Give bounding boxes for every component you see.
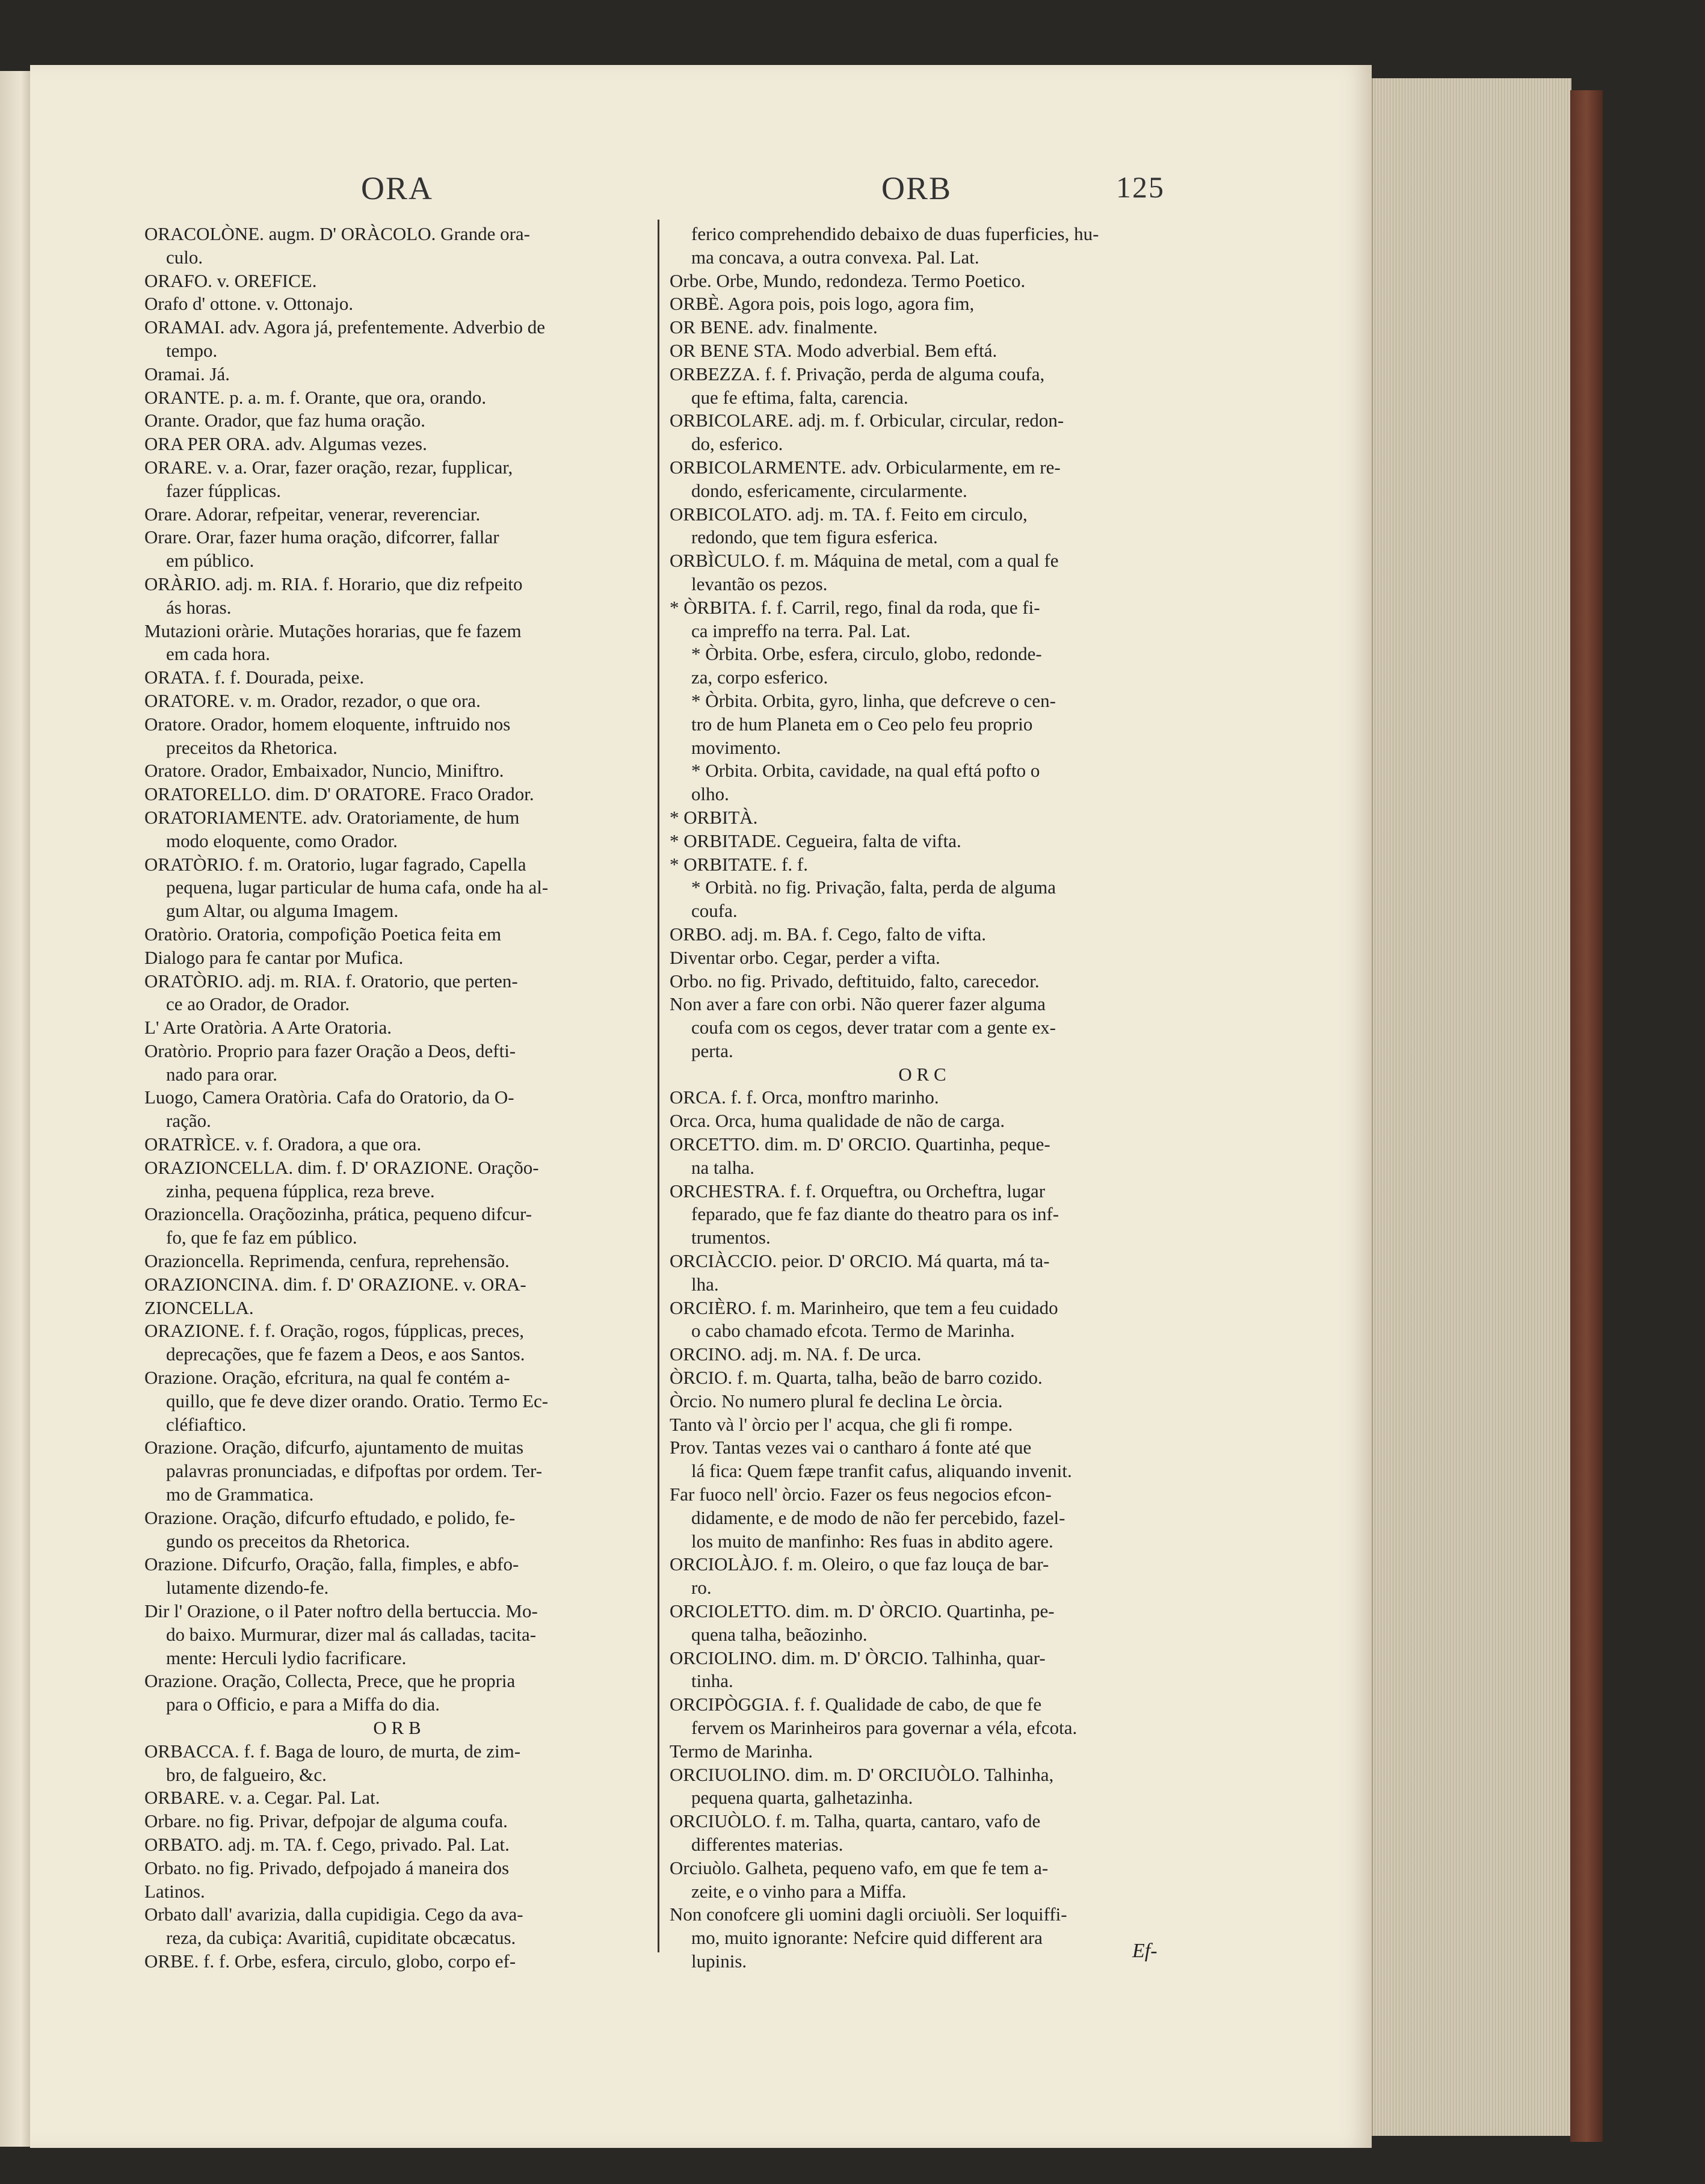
dictionary-line: O R C [898,1063,946,1085]
running-header-left: ORA [361,170,434,206]
dictionary-line: ORANTE. p. a. m. f. Orante, que ora, orando. [144,386,487,408]
dictionary-line: reza, da cubiça: Avaritiâ, cupiditate obcæcatus. [166,1927,516,1949]
dictionary-line: tinha. [691,1670,733,1692]
dictionary-line: OR BENE STA. Modo adverbial. Bem eftá. [670,339,997,361]
dictionary-line: ORAFO. v. OREFICE. [144,270,317,291]
dictionary-line: ORÀRIO. adj. m. RIA. f. Horario, que diz refpeito [144,573,523,594]
dictionary-line: ORATORIAMENTE. adv. Oratoriamente, de hum [144,806,520,828]
book-cover [1570,90,1603,2142]
dictionary-line: ORATORELLO. dim. D' ORATORE. Fraco Orador. [144,783,534,805]
dictionary-line: Orazioncella. Oraçõozinha, prática, pequeno difcur- [144,1203,532,1225]
dictionary-line: Dialogo para fe cantar por Mufica. [144,946,404,968]
dictionary-line: ORCIÀCCIO. peior. D' ORCIO. Má quarta, má ta- [670,1250,1050,1272]
dictionary-line: pequena quarta, galhetazinha. [691,1787,913,1809]
dictionary-line: tro de hum Planeta em o Ceo pelo feu proprio [691,713,1033,735]
dictionary-line: movimento. [691,736,781,758]
dictionary-line: ORBEZZA. f. f. Privação, perda de alguma coufa, [670,363,1045,384]
dictionary-line: quena talha, beãozinho. [691,1623,868,1645]
dictionary-line: coufa com os cegos, dever tratar com a gente ex- [691,1017,1056,1038]
dictionary-line: Orca. Orca, huma qualidade de não de carga. [670,1110,1005,1132]
dictionary-line: Orafo d' ottone. v. Ottonajo. [144,293,354,315]
dictionary-line: ÒRCIO. f. m. Quarta, talha, beão de barro cozido. [670,1367,1043,1389]
dictionary-line: Oratore. Orador, Embaixador, Nuncio, Miniftro. [144,760,504,782]
dictionary-line: lupinis. [691,1950,747,1972]
dictionary-line: Non conofcere gli uomini dagli orciuòli. Ser loquiffi- [670,1904,1067,1925]
dictionary-line: didamente, e de modo de não fer percebido, fazel- [691,1507,1065,1528]
dictionary-line: ORBARE. v. a. Cegar. Pal. Lat. [144,1787,380,1809]
dictionary-line: Non aver a fare con orbi. Não querer fazer alguma [670,993,1046,1015]
dictionary-line: differentes materias. [691,1833,843,1855]
dictionary-line: fervem os Marinheiros para governar a véla, efcota. [691,1717,1078,1738]
left-column [144,223,650,1973]
dictionary-line: dondo, esfericamente, circularmente. [691,480,967,501]
dictionary-line: gum Altar, ou alguma Imagem. [166,900,399,922]
dictionary-line: mo, muito ignorante: Nefcire quid different ara [691,1927,1043,1949]
dictionary-line: ferico comprehendido debaixo de duas fuperficies, hu- [691,223,1099,244]
dictionary-line: feparado, que fe faz diante do theatro para os inf- [691,1203,1059,1225]
dictionary-line: palavras pronunciadas, e difpoftas por ordem. Ter- [166,1460,543,1482]
catchword: Ef- [1132,1940,1158,1962]
dictionary-line: OR BENE. adv. finalmente. [670,316,878,338]
dictionary-line: Òrcio. No numero plural fe declina Le òrcia. [670,1390,1003,1411]
dictionary-line: para o Officio, e para a Miffa do dia. [166,1694,440,1715]
dictionary-line: fazer fúpplicas. [166,480,282,501]
dictionary-line: Orare. Orar, fazer huma oração, difcorrer, fallar [144,526,499,548]
dictionary-line: ORBO. adj. m. BA. f. Cego, falto de vifta. [670,923,987,945]
dictionary-line: ORBÌCULO. f. m. Máquina de metal, com a qual fe [670,550,1059,572]
dictionary-line: * ORBITATE. f. f. [670,853,808,875]
previous-page-edge [0,71,30,2147]
dictionary-line: Prov. Tantas vezes vai o cantharo á fonte até que [670,1437,1032,1458]
dictionary-line: los muito de manfinho: Res fuas in abdito agere. [691,1530,1053,1552]
dictionary-line: ás horas. [166,596,232,618]
dictionary-line: ORATA. f. f. Dourada, peixe. [144,667,365,688]
dictionary-line: Orante. Orador, que faz huma oração. [144,410,425,431]
dictionary-line: lutamente dizendo-fe. [166,1577,329,1599]
dictionary-line: deprecações, que fe fazem a Deos, e aos Santos. [166,1343,525,1365]
dictionary-line: preceitos da Rhetorica. [166,736,338,758]
dictionary-line: o cabo chamado efcota. Termo de Marinha. [691,1320,1015,1342]
dictionary-line: * ÒRBITA. f. f. Carril, rego, final da roda, que fi- [670,596,1040,618]
dictionary-line: coufa. [691,900,738,922]
dictionary-line: Termo de Marinha. [670,1740,813,1762]
dictionary-line: ORAMAI. adv. Agora já, prefentemente. Adverbio de [144,316,546,338]
dictionary-line: na talha. [691,1156,755,1178]
dictionary-line: levantão os pezos. [691,573,828,594]
dictionary-line: L' Arte Oratòria. A Arte Oratoria. [144,1017,392,1038]
dictionary-line: Orbe. Orbe, Mundo, redondeza. Termo Poetico. [670,270,1026,291]
dictionary-line: fo, que fe faz em público. [166,1227,357,1248]
dictionary-line: Orazione. Difcurfo, Oração, falla, fimples, e abfo- [144,1553,519,1575]
dictionary-line: tempo. [166,339,218,361]
dictionary-line: ORBÈ. Agora pois, pois logo, agora fim, [670,293,975,315]
dictionary-line: ORCIÈRO. f. m. Marinheiro, que tem a feu cuidado [670,1297,1058,1318]
dictionary-line: za, corpo esferico. [691,667,828,688]
dictionary-line: ORACOLÒNE. augm. D' ORÀCOLO. Grande ora- [144,223,530,244]
page-edges [1372,78,1571,2136]
dictionary-line: ORBATO. adj. m. TA. f. Cego, privado. Pal. Lat. [144,1833,510,1855]
dictionary-line: ORBACCA. f. f. Baga de louro, de murta, de zim- [144,1740,521,1762]
dictionary-line: mo de Grammatica. [166,1484,314,1505]
dictionary-line: Orazione. Oração, Collecta, Prece, que he propria [144,1670,516,1692]
dictionary-line: Orbare. no fig. Privar, defpojar de alguma coufa. [144,1810,508,1832]
dictionary-line: ORCETTO. dim. m. D' ORCIO. Quartinha, peque- [670,1134,1050,1155]
dictionary-line: ORBICOLATO. adj. m. TA. f. Feito em circulo, [670,503,1028,525]
dictionary-line: ORAZIONE. f. f. Oração, rogos, fúpplicas, preces, [144,1320,524,1342]
dictionary-line: Oramai. Já. [144,363,230,384]
dictionary-line: * Orbità. no fig. Privação, falta, perda de alguma [691,877,1056,898]
dictionary-line: Orazioncella. Reprimenda, cenfura, reprehensão. [144,1250,510,1272]
dictionary-line: ORATRÌCE. v. f. Oradora, a que ora. [144,1134,422,1155]
dictionary-line: Mutazioni oràrie. Mutações horarias, que fe fazem [144,620,522,641]
dictionary-line: * Òrbita. Orbe, esfera, circulo, globo, redonde- [691,643,1042,665]
dictionary-line: * Òrbita. Orbita, gyro, linha, que defcreve o cen- [691,689,1056,711]
dictionary-line: ORATORE. v. m. Orador, rezador, o que ora. [144,689,481,711]
dictionary-line: ORATÒRIO. f. m. Oratorio, lugar fagrado, Capella [144,853,526,875]
dictionary-line: ORBE. f. f. Orbe, esfera, circulo, globo, corpo ef- [144,1950,516,1972]
dictionary-line: que fe eftima, falta, carencia. [691,386,908,408]
dictionary-line: ORCIUÒLO. f. m. Talha, quarta, cantaro, vafo de [670,1810,1041,1832]
dictionary-line: ZIONCELLA. [144,1297,254,1318]
dictionary-line: Orare. Adorar, refpeitar, venerar, reverenciar. [144,503,481,525]
dictionary-line: O R B [373,1717,421,1738]
dictionary-line: Latinos. [144,1880,205,1902]
dictionary-line: Orbato dall' avarizia, dalla cupidigia. Cego da ava- [144,1904,523,1925]
dictionary-line: zeite, e o vinho para a Miffa. [691,1880,907,1902]
dictionary-line: redondo, que tem figura esferica. [691,526,938,548]
dictionary-line: ORATÒRIO. adj. m. RIA. f. Oratorio, que perten- [144,970,518,992]
dictionary-line: do, esferico. [691,433,783,455]
dictionary-line: ORCIOLETTO. dim. m. D' ÒRCIO. Quartinha, pe- [670,1600,1055,1622]
dictionary-line: ORCIPÒGGIA. f. f. Qualidade de cabo, de que fe [670,1694,1042,1715]
dictionary-line: Oratòrio. Oratoria, compofição Poetica feita em [144,923,502,945]
dictionary-line: bro, de falgueiro, &c. [166,1763,327,1785]
dictionary-line: * ORBITADE. Cegueira, falta de vifta. [670,830,961,851]
dictionary-line: ma concava, a outra convexa. Pal. Lat. [691,246,979,268]
dictionary-line: mente: Herculi lydio facrificare. [166,1647,407,1668]
dictionary-line: ração. [166,1110,211,1132]
dictionary-line: trumentos. [691,1227,771,1248]
dictionary-line: Dir l' Orazione, o il Pater noftro della bertuccia. Mo- [144,1600,538,1622]
dictionary-line: nado para orar. [166,1063,278,1085]
dictionary-line: ORCA. f. f. Orca, monftro marinho. [670,1087,939,1108]
dictionary-line: Oratore. Orador, homem eloquente, inftruido nos [144,713,511,735]
dictionary-line: modo eloquente, como Orador. [166,830,398,851]
dictionary-line: ORCIOLÀJO. f. m. Oleiro, o que faz louça de bar- [670,1553,1049,1575]
dictionary-line: ca impreffo na terra. Pal. Lat. [691,620,911,641]
dictionary-line: lha. [691,1273,719,1295]
dictionary-line: Diventar orbo. Cegar, perder a vifta. [670,946,940,968]
dictionary-line: Orciuòlo. Galheta, pequeno vafo, em que fe tem a- [670,1857,1049,1878]
dictionary-line: ORBICOLARE. adj. m. f. Orbicular, circular, redon- [670,410,1064,431]
dictionary-line: olho. [691,783,729,805]
dictionary-line: * Orbita. Orbita, cavidade, na qual eftá pofto o [691,760,1040,782]
dictionary-line: Oratòrio. Proprio para fazer Oração a Deos, defti- [144,1040,516,1061]
dictionary-line: ORCIUOLINO. dim. m. D' ORCIUÒLO. Talhinha, [670,1763,1054,1785]
dictionary-line: perta. [691,1040,733,1061]
right-column [670,223,1175,1973]
dictionary-line: ORBICOLARMENTE. adv. Orbicularmente, em re- [670,456,1061,478]
dictionary-line: Orazione. Oração, efcritura, na qual fe contém a- [144,1367,510,1389]
running-header-center: ORB [881,170,952,206]
dictionary-line: cléfiaftico. [166,1413,247,1435]
dictionary-line: quillo, que fe deve dizer orando. Oratio. Termo Ec- [166,1390,549,1411]
dictionary-line: Orazione. Oração, difcurfo eftudado, e polido, fe- [144,1507,516,1528]
dictionary-line: pequena, lugar particular de huma cafa, onde ha al- [166,877,549,898]
column-divider [658,220,659,1952]
dictionary-line: ro. [691,1577,712,1599]
dictionary-line: Tanto và l' òrcio per l' acqua, che gli fi rompe. [670,1413,1013,1435]
dictionary-line: gundo os preceitos da Rhetorica. [166,1530,410,1552]
dictionary-line: ORA PER ORA. adv. Algumas vezes. [144,433,427,455]
dictionary-line: ORARE. v. a. Orar, fazer oração, rezar, fupplicar, [144,456,513,478]
dictionary-line: zinha, pequena fúpplica, reza breve. [166,1180,435,1202]
dictionary-line: ce ao Orador, de Orador. [166,993,350,1015]
dictionary-line: Far fuoco nell' òrcio. Fazer os feus negocios efcon- [670,1484,1052,1505]
dictionary-line: Orazione. Oração, difcurfo, ajuntamento de muitas [144,1437,524,1458]
dictionary-line: ORAZIONCINA. dim. f. D' ORAZIONE. v. ORA- [144,1273,526,1295]
dictionary-line: Orbato. no fig. Privado, defpojado á maneira dos [144,1857,510,1878]
page-number: 125 [1116,170,1165,204]
dictionary-line: em público. [166,550,254,572]
dictionary-line: lá fica: Quem fæpe tranfit cafus, aliquando invenit. [691,1460,1072,1482]
dictionary-line: ORCINO. adj. m. NA. f. De urca. [670,1343,922,1365]
dictionary-line: do baixo. Murmurar, dizer mal ás calladas, tacita- [166,1623,537,1645]
dictionary-line: Luogo, Camera Oratòria. Cafa do Oratorio, da O- [144,1087,514,1108]
dictionary-line: ORCIOLINO. dim. m. D' ÒRCIO. Talhinha, quar- [670,1647,1046,1668]
dictionary-line: culo. [166,246,203,268]
dictionary-line: em cada hora. [166,643,270,665]
dictionary-line: ORCHESTRA. f. f. Orqueftra, ou Orcheftra, lugar [670,1180,1046,1202]
dictionary-line: Orbo. no fig. Privado, deftituido, falto, carecedor. [670,970,1040,992]
dictionary-line: ORAZIONCELLA. dim. f. D' ORAZIONE. Oraçõo- [144,1156,539,1178]
dictionary-line: * ORBITÀ. [670,806,758,828]
